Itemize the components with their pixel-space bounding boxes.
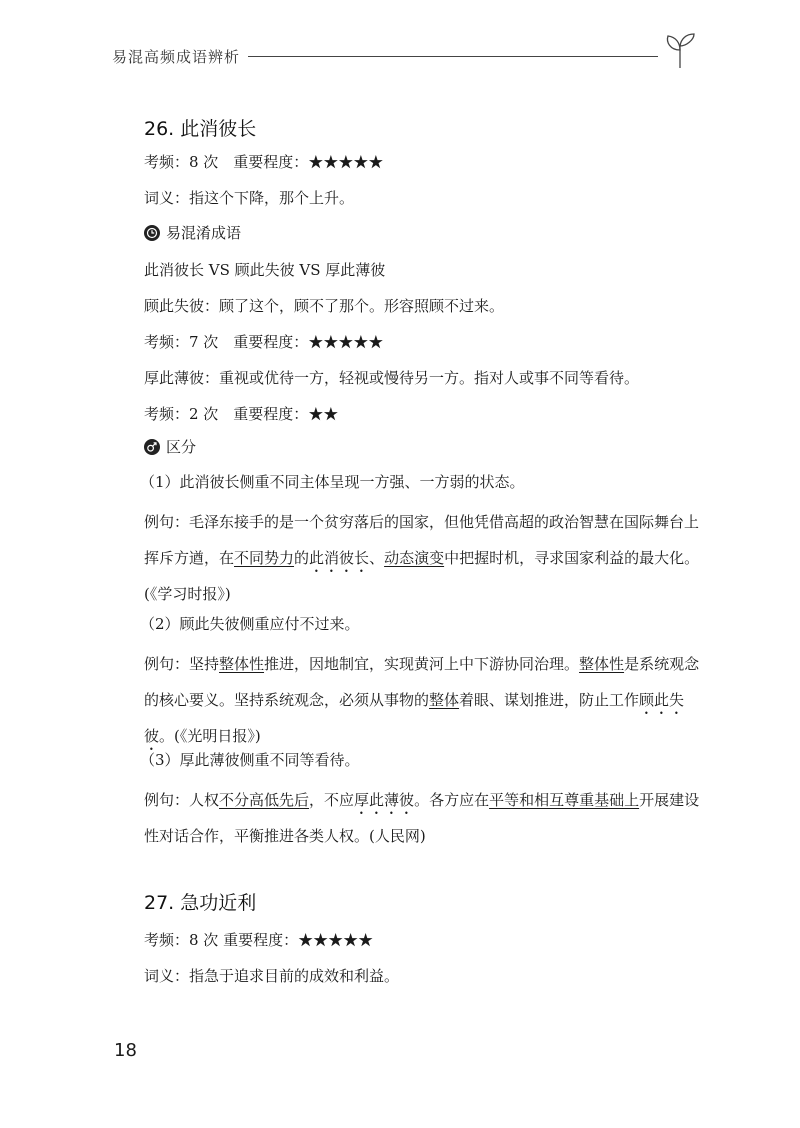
difference-section-heading (144, 436, 196, 457)
clock-icon (144, 225, 160, 241)
example-2-emphasis-idiom: 顾此失彼 (144, 691, 685, 745)
example-3-text-c: 。各方应在 (414, 791, 490, 809)
example-1-underline-b: 动态演变 (384, 549, 445, 567)
example-2-text-c: 是系统观念的核心要义。坚持系统观念，必须从事物的 (144, 655, 700, 709)
example-3-underline-a: 不分高低先后 (219, 791, 310, 809)
point-2: （2）顾此失彼侧重应付不过来。 (140, 615, 360, 633)
houci-meaning: 厚此薄彼：重视或优待一方，轻视或慢待另一方。指对人或事不同等看待。 (144, 369, 640, 387)
guci-frequency: 考频：7 次 重要程度：★★★★★ (144, 333, 384, 351)
entry-27-frequency: 考频：8 次 重要程度：★★★★★ (144, 931, 374, 949)
compare-icon (144, 439, 160, 455)
example-1-text-c: 、 (369, 549, 385, 567)
example-1-underline-a: 不同势力 (234, 549, 295, 567)
running-header-title: 易混高频成语辨析 (112, 48, 241, 66)
example-1-text-a: 例句：毛泽东接手的是一个贫穷落后的国家，但他凭借高超的政治智慧在国际舞台上挥斥方遒，在 (144, 513, 700, 567)
example-3-emphasis-idiom: 厚此薄彼 (354, 791, 415, 809)
entry-27-title: 27. 急功近利 (144, 892, 257, 914)
example-1-text-d: 中把握时机，寻求国家利益的最大化。(《学习时报》) (144, 549, 700, 603)
entry-26-title: 26. 此消彼长 (144, 118, 257, 140)
example-3-text-a: 例句：人权 (144, 791, 220, 809)
example-1 (144, 504, 709, 612)
guci-meaning: 顾此失彼：顾了这个，顾不了那个。形容照顾不过来。 (144, 297, 505, 315)
difference-heading-label: 区分 (166, 438, 197, 456)
example-2-text-a: 例句：坚持 (144, 655, 220, 673)
example-2-underline-b: 整体性 (579, 655, 625, 673)
confusable-heading-label: 易混淆成语 (166, 224, 242, 242)
entry-27-meaning: 词义：指急于追求目前的成效和利益。 (144, 967, 400, 985)
example-2-underline-c: 整体 (429, 691, 460, 709)
example-2-text-d: 着眼、谋划推进，防止工作 (459, 691, 640, 709)
sprout-icon (660, 28, 700, 68)
entry-26-frequency: 考频：8 次 重要程度：★★★★★ (144, 153, 384, 171)
example-2-underline-a: 整体性 (219, 655, 265, 673)
example-2-text-e: 。(《光明日报》) (159, 727, 261, 745)
header-rule (248, 56, 658, 57)
example-1-emphasis-idiom: 此消彼长 (309, 549, 370, 567)
example-3-text-b: ，不应 (309, 791, 355, 809)
example-2 (144, 646, 709, 754)
point-3: （3）厚此薄彼侧重不同等看待。 (140, 751, 360, 769)
confusable-section-heading (144, 222, 241, 243)
houci-frequency: 考频：2 次 重要程度：★★ (144, 405, 339, 423)
page-number: 18 (114, 1040, 137, 1061)
example-3 (144, 782, 709, 854)
example-3-underline-b: 平等和相互尊重基础上 (489, 791, 640, 809)
entry-26-meaning: 词义：指这个下降，那个上升。 (144, 189, 355, 207)
example-3-text-d: 开展建设性对话合作，平衡推进各类人权。(人民网) (144, 791, 700, 845)
point-1: （1）此消彼长侧重不同主体呈现一方强、一方弱的状态。 (140, 473, 525, 491)
vs-line: 此消彼长 VS 顾此失彼 VS 厚此薄彼 (144, 261, 386, 279)
example-2-text-b: 推进，因地制宜，实现黄河上中下游协同治理。 (264, 655, 580, 673)
example-1-text-b: 的 (294, 549, 310, 567)
